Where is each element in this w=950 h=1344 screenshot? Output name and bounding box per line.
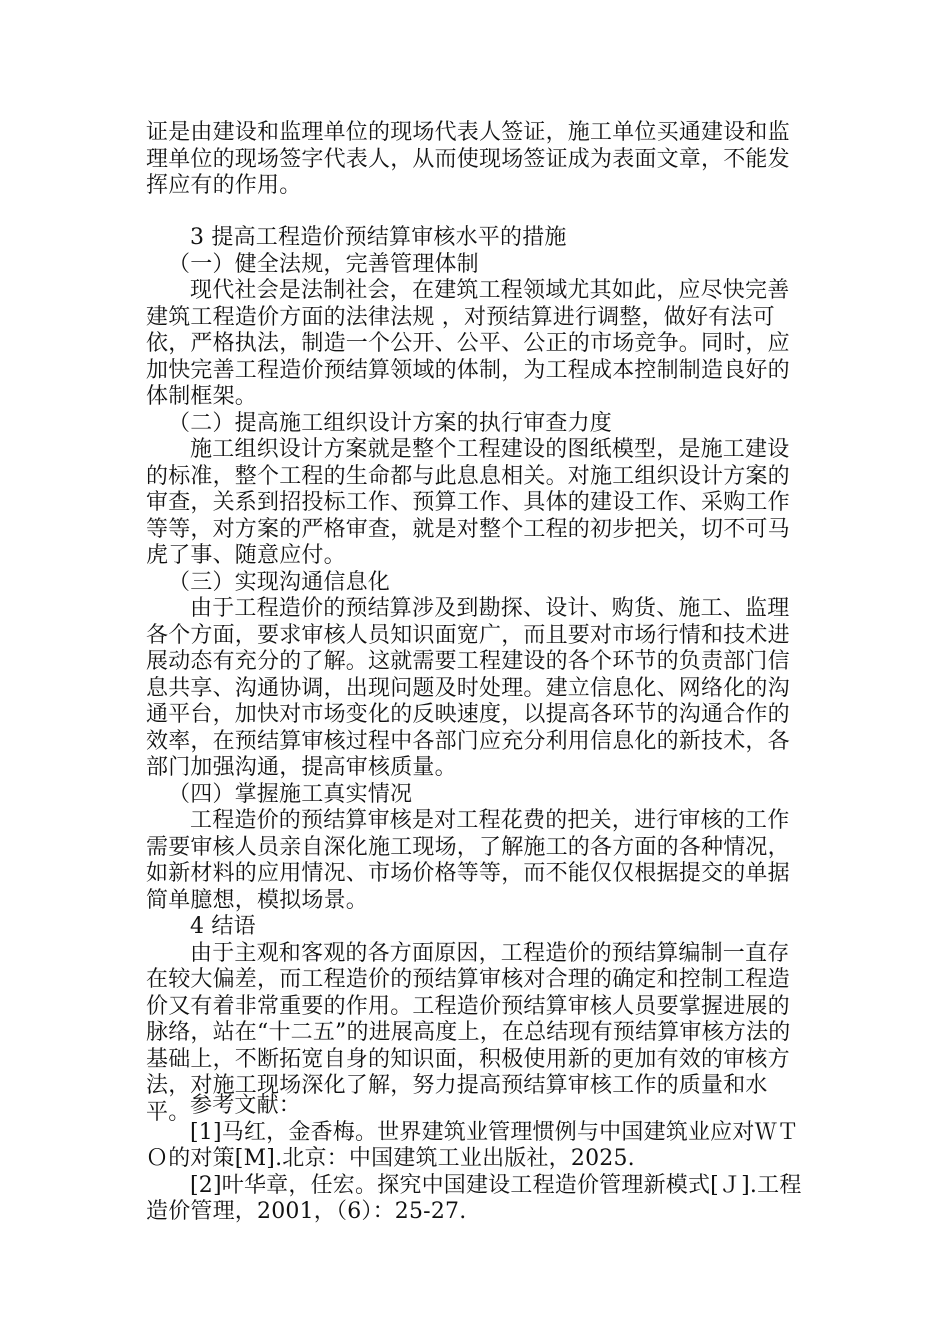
reference-item: [1]马红，金香梅。世界建筑业管理惯例与中国建筑业应对ＷＴＯ的对策[M].北京：中国建筑工业出版社，2025.: [146, 1119, 799, 1171]
reference-item: [2]叶华章，任宏。探究中国建设工程造价管理新模式[Ｊ].工程造价管理，2001，（6）：25-27.: [146, 1172, 802, 1224]
intro-paragraph: 证是由建设和监理单位的现场代表人签证，施工单位买通建设和监理单位的现场签字代表人，从而使现场签证成为表面文章，不能发挥应有的作用。: [146, 120, 790, 198]
body-paragraph: 施工组织设计方案就是整个工程建设的图纸模型，是施工建设的标准，整个工程的生命都与此息息相关。对施工组织设计方案的审查，关系到招投标工作、预算工作、具体的建设工作、采购工作等等，对方案的严格审查，就是对整个工程的初步把关，切不可马虎了事、随意应付。: [146, 437, 790, 568]
main-block: [146, 225, 810, 1126]
conclusion-paragraph: 由于主观和客观的各方面原因，工程造价的预结算编制一直存在较大偏差，而工程造价的预结算审核对合理的确定和控制工程造价又有着非常重要的作用。工程造价预结算审核人员要掌握进展的脉络，站在“十二五”的进展高度上，在总结现有预结算审核方法的基础上，不断拓宽自身的知识面，积极使用新的更加有效的审核方法，对施工现场深化了解，努力提高预结算审核工作的质量和水平。: [146, 940, 791, 1125]
subsection-title: （四）掌握施工真实情况: [168, 781, 413, 807]
section-heading: 3 提高工程造价预结算审核水平的措施: [190, 225, 567, 250]
intro-block: [146, 120, 810, 200]
subsection-title: （三）实现沟通信息化: [168, 569, 391, 595]
references-heading: 参考文献：: [190, 1093, 302, 1118]
section-heading: 4 结语: [190, 914, 256, 939]
references-block: [146, 1093, 810, 1226]
body-paragraph: 工程造价的预结算审核是对工程花费的把关，进行审核的工作需要审核人员亲自深化施工现场，了解施工的各方面的各种情况，如新材料的应用情况、市场价格等等，而不能仅仅根据提交的单据简单臆想，模拟场景。: [146, 808, 790, 913]
body-paragraph: 由于工程造价的预结算涉及到勘探、设计、购货、施工、监理各个方面，要求审核人员知识面宽广，而且要对市场行情和技术进展动态有充分的了解。这就需要工程建设的各个环节的负责部门信息共享、沟通协调，出现问题及时处理。建立信息化、网络化的沟通平台，加快对市场变化的反映速度，以提高各环节的沟通合作的效率，在预结算审核过程中各部门应充分利用信息化的新技术，各部门加强沟通，提高审核质量。: [146, 596, 790, 780]
subsection-title: （一）健全法规，完善管理体制: [168, 251, 479, 277]
body-paragraph: 现代社会是法制社会，在建筑工程领域尤其如此，应尽快完善建筑工程造价方面的法律法规 ，对预结算进行调整，做好有法可依，严格执法，制造一个公开、公平、公正的市场竞争。同时，应加快完善工程造价预结算领域的体制，为工程成本控制制造良好的体制框架。: [146, 278, 790, 409]
subsection-title: （二）提高施工组织设计方案的执行审查力度: [168, 410, 613, 436]
